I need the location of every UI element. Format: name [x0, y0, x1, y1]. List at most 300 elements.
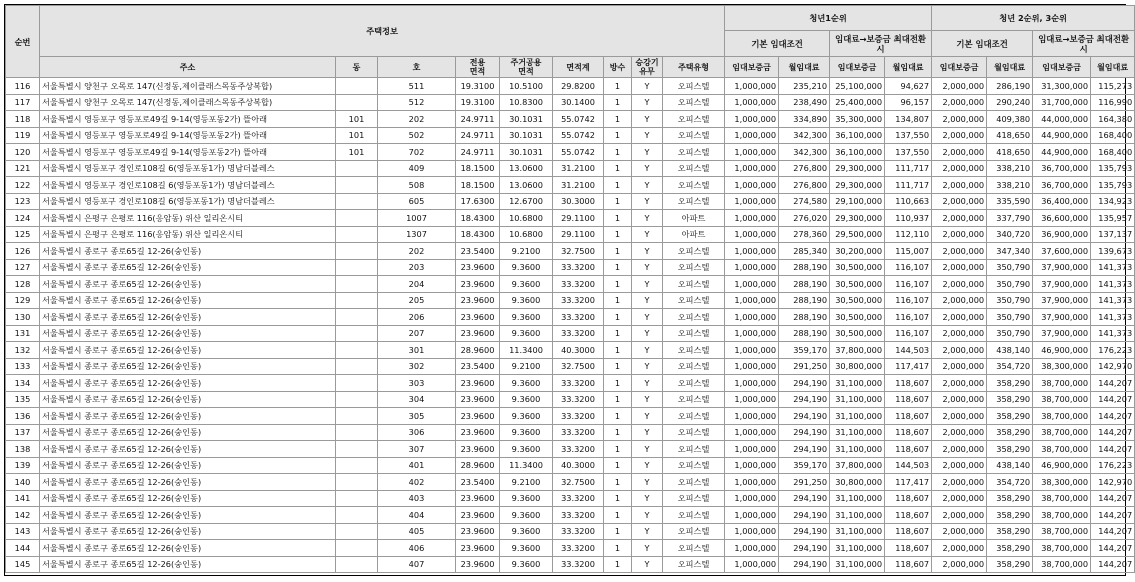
table-cell: 2,000,000	[932, 210, 987, 227]
table-cell	[336, 177, 378, 194]
table-cell: 131	[6, 325, 40, 342]
table-cell: 125	[6, 226, 40, 243]
table-cell: 144	[6, 540, 40, 557]
table-cell: 402	[378, 474, 456, 491]
table-cell: 1,000,000	[725, 523, 779, 540]
col-header: 주소	[40, 57, 336, 78]
table-cell: Y	[632, 457, 663, 474]
table-cell: 294,190	[779, 523, 830, 540]
table-cell: 164,380	[1091, 111, 1135, 128]
table-cell: 142,970	[1091, 474, 1135, 491]
table-cell: 2,000,000	[932, 259, 987, 276]
table-cell: 110,663	[885, 193, 932, 210]
table-cell: 1,000,000	[725, 94, 779, 111]
table-cell: 오피스텔	[663, 127, 725, 144]
table-cell: 29.8200	[553, 78, 604, 95]
table-cell: Y	[632, 309, 663, 326]
table-cell: 1	[604, 210, 632, 227]
table-cell: 274,580	[779, 193, 830, 210]
table-cell: 오피스텔	[663, 523, 725, 540]
table-cell: Y	[632, 490, 663, 507]
table-cell: 1307	[378, 226, 456, 243]
table-cell: 1,000,000	[725, 457, 779, 474]
table-cell: 117	[6, 94, 40, 111]
table-cell: 13.0600	[500, 177, 553, 194]
table-cell: 23.5400	[456, 358, 500, 375]
table-cell: 1	[604, 226, 632, 243]
table-cell: 117,417	[885, 358, 932, 375]
table-cell: 서울특별시 종로구 종로65길 12-26(숭인동)	[40, 309, 336, 326]
table-row	[6, 556, 1135, 573]
table-row	[6, 490, 1135, 507]
table-cell: 350,790	[987, 259, 1033, 276]
table-cell: 143	[6, 523, 40, 540]
table-cell: 1,000,000	[725, 325, 779, 342]
table-cell: Y	[632, 325, 663, 342]
table-cell: 오피스텔	[663, 474, 725, 491]
table-cell: 23.9600	[456, 375, 500, 392]
table-cell: 2,000,000	[932, 292, 987, 309]
table-cell: 116,107	[885, 292, 932, 309]
table-cell: 서울특별시 영등포구 경인로108길 6(영등포동1가) 명남더블레스	[40, 193, 336, 210]
housing-table	[5, 5, 1135, 573]
table-cell: 176,223	[1091, 342, 1135, 359]
table-cell: 33.3200	[553, 391, 604, 408]
table-cell: 127	[6, 259, 40, 276]
table-cell: 서울특별시 종로구 종로65길 12-26(숭인동)	[40, 507, 336, 524]
table-cell: 29,500,000	[830, 226, 885, 243]
table-cell: 141,373	[1091, 259, 1135, 276]
table-cell: 1	[604, 177, 632, 194]
youth1-header: 청년1순위	[725, 6, 932, 31]
table-cell: 294,190	[779, 391, 830, 408]
table-cell: 28.9600	[456, 342, 500, 359]
table-cell: 30,500,000	[830, 259, 885, 276]
table-cell: 오피스텔	[663, 111, 725, 128]
youth23-conversion: 임대료→보증금 최대전환시	[1033, 31, 1135, 57]
col-header-deposit: 임대보증금	[830, 57, 885, 78]
table-cell: 23.9600	[456, 408, 500, 425]
table-cell: 122	[6, 177, 40, 194]
table-cell: 1,000,000	[725, 144, 779, 161]
table-cell: 1,000,000	[725, 441, 779, 458]
table-cell: 36,100,000	[830, 127, 885, 144]
table-cell: 405	[378, 523, 456, 540]
table-cell: Y	[632, 193, 663, 210]
table-cell: 137,137	[1091, 226, 1135, 243]
table-cell: 168,400	[1091, 127, 1135, 144]
table-cell: 55.0742	[553, 111, 604, 128]
table-cell: 37,900,000	[1033, 259, 1091, 276]
table-cell: 44,900,000	[1033, 127, 1091, 144]
table-cell: 438,140	[987, 342, 1033, 359]
table-cell	[336, 375, 378, 392]
table-cell: 142	[6, 507, 40, 524]
table-cell: 294,190	[779, 507, 830, 524]
table-cell: 2,000,000	[932, 160, 987, 177]
table-cell: 30.1031	[500, 127, 553, 144]
table-cell: 123	[6, 193, 40, 210]
table-cell: 1	[604, 325, 632, 342]
table-cell: 23.9600	[456, 441, 500, 458]
table-cell: 23.9600	[456, 556, 500, 573]
table-cell: 29,100,000	[830, 193, 885, 210]
table-cell: 31,100,000	[830, 424, 885, 441]
table-row	[6, 111, 1135, 128]
table-cell: 31.2100	[553, 177, 604, 194]
table-cell: 278,360	[779, 226, 830, 243]
table-cell: 9.2100	[500, 243, 553, 260]
table-frame	[4, 4, 1133, 576]
table-cell: 403	[378, 490, 456, 507]
table-cell	[336, 325, 378, 342]
table-cell: 1	[604, 243, 632, 260]
table-cell: Y	[632, 160, 663, 177]
table-cell: 18.1500	[456, 177, 500, 194]
table-cell: 33.3200	[553, 292, 604, 309]
table-cell: 9.3600	[500, 540, 553, 557]
table-row	[6, 457, 1135, 474]
table-cell: Y	[632, 424, 663, 441]
table-cell: 31,300,000	[1033, 78, 1091, 95]
table-cell: 1,000,000	[725, 177, 779, 194]
table-cell: 18.4300	[456, 210, 500, 227]
table-cell: 23.9600	[456, 325, 500, 342]
table-cell: 24.9711	[456, 144, 500, 161]
table-cell: 291,250	[779, 358, 830, 375]
table-cell: 46,900,000	[1033, 342, 1091, 359]
table-cell: 132	[6, 342, 40, 359]
table-cell: 2,000,000	[932, 127, 987, 144]
table-cell: 30,800,000	[830, 474, 885, 491]
table-cell: 118,607	[885, 424, 932, 441]
table-cell: 305	[378, 408, 456, 425]
table-row	[6, 177, 1135, 194]
table-cell: 1	[604, 309, 632, 326]
table-cell: 2,000,000	[932, 144, 987, 161]
table-cell: 358,290	[987, 391, 1033, 408]
table-cell: 31,100,000	[830, 540, 885, 557]
table-cell: 30,800,000	[830, 358, 885, 375]
table-row	[6, 144, 1135, 161]
table-cell	[336, 358, 378, 375]
table-cell: 37,600,000	[1033, 243, 1091, 260]
table-cell: 1,000,000	[725, 342, 779, 359]
table-cell: 116,107	[885, 259, 932, 276]
table-cell: 1	[604, 391, 632, 408]
table-cell: 342,300	[779, 144, 830, 161]
table-cell: 508	[378, 177, 456, 194]
table-cell: 512	[378, 94, 456, 111]
table-cell: 서울특별시 종로구 종로65길 12-26(숭인동)	[40, 490, 336, 507]
table-cell: 135,793	[1091, 177, 1135, 194]
table-cell: 36,900,000	[1033, 226, 1091, 243]
table-cell: 31.2100	[553, 160, 604, 177]
table-cell: 168,400	[1091, 144, 1135, 161]
table-cell	[336, 276, 378, 293]
table-cell: 115,007	[885, 243, 932, 260]
table-cell: 31,100,000	[830, 507, 885, 524]
table-cell: 118,607	[885, 523, 932, 540]
table-cell: 118,607	[885, 490, 932, 507]
table-header	[6, 6, 1135, 78]
table-cell: 141,373	[1091, 276, 1135, 293]
table-cell: 112,110	[885, 226, 932, 243]
table-cell: 서울특별시 영등포구 경인로108길 6(영등포동1가) 명남더블레스	[40, 160, 336, 177]
table-cell: 1	[604, 408, 632, 425]
table-cell: 1	[604, 144, 632, 161]
table-row	[6, 325, 1135, 342]
table-cell	[336, 441, 378, 458]
table-cell	[336, 457, 378, 474]
table-cell: 31,100,000	[830, 391, 885, 408]
table-cell: 2,000,000	[932, 474, 987, 491]
table-cell: 아파트	[663, 210, 725, 227]
table-cell: 1	[604, 342, 632, 359]
table-cell: 135	[6, 391, 40, 408]
table-cell	[336, 226, 378, 243]
table-cell: 115,273	[1091, 78, 1135, 95]
table-cell: 1,000,000	[725, 259, 779, 276]
table-cell: 38,300,000	[1033, 474, 1091, 491]
table-row	[6, 507, 1135, 524]
table-cell: 145	[6, 556, 40, 573]
table-cell: Y	[632, 375, 663, 392]
col-header-rent: 월임대료	[987, 57, 1033, 78]
table-cell: 144,207	[1091, 441, 1135, 458]
table-cell: 9.3600	[500, 507, 553, 524]
table-cell: 9.3600	[500, 292, 553, 309]
table-cell: 33.3200	[553, 259, 604, 276]
col-header: 승강기 유무	[632, 57, 663, 78]
table-cell: 129	[6, 292, 40, 309]
table-cell: 서울특별시 종로구 종로65길 12-26(숭인동)	[40, 474, 336, 491]
col-header-rent: 월임대료	[1091, 57, 1135, 78]
table-cell: 1,000,000	[725, 309, 779, 326]
table-cell: Y	[632, 342, 663, 359]
table-cell: 2,000,000	[932, 523, 987, 540]
table-cell: Y	[632, 540, 663, 557]
table-cell: 335,590	[987, 193, 1033, 210]
table-cell	[336, 309, 378, 326]
table-cell: 138	[6, 441, 40, 458]
table-cell: 33.3200	[553, 309, 604, 326]
table-cell: 오피스텔	[663, 78, 725, 95]
table-cell: 서울특별시 영등포구 영등포로49길 9-14(영등포동2가) 뜰아래	[40, 111, 336, 128]
table-cell: 141,373	[1091, 325, 1135, 342]
table-cell: 350,790	[987, 276, 1033, 293]
table-cell: 702	[378, 144, 456, 161]
table-cell: 38,700,000	[1033, 523, 1091, 540]
table-cell: 1,000,000	[725, 490, 779, 507]
table-cell: 176,223	[1091, 457, 1135, 474]
table-cell: 오피스텔	[663, 177, 725, 194]
table-cell: 9.3600	[500, 424, 553, 441]
table-cell: 18.1500	[456, 160, 500, 177]
table-cell	[336, 391, 378, 408]
table-cell: 13.0600	[500, 160, 553, 177]
youth1-conversion: 임대료→보증금 최대전환시	[830, 31, 932, 57]
table-cell: 11.3400	[500, 457, 553, 474]
table-row	[6, 226, 1135, 243]
table-row	[6, 193, 1135, 210]
table-cell: 33.3200	[553, 276, 604, 293]
table-cell: 서울특별시 종로구 종로65길 12-26(숭인동)	[40, 424, 336, 441]
table-cell: Y	[632, 144, 663, 161]
table-cell: 서울특별시 종로구 종로65길 12-26(숭인동)	[40, 540, 336, 557]
table-cell: 24.9711	[456, 111, 500, 128]
table-cell: 1	[604, 292, 632, 309]
table-cell: 38,700,000	[1033, 540, 1091, 557]
table-cell: Y	[632, 292, 663, 309]
table-cell: 276,020	[779, 210, 830, 227]
table-cell: 118,607	[885, 375, 932, 392]
table-cell: 37,800,000	[830, 457, 885, 474]
table-cell: 144,207	[1091, 408, 1135, 425]
table-cell: 120	[6, 144, 40, 161]
table-cell: 117,417	[885, 474, 932, 491]
table-cell: 30.1031	[500, 111, 553, 128]
col-header-deposit: 임대보증금	[725, 57, 779, 78]
table-cell: 1,000,000	[725, 160, 779, 177]
table-cell: 44,900,000	[1033, 144, 1091, 161]
table-cell: 144,207	[1091, 523, 1135, 540]
table-cell: 338,210	[987, 177, 1033, 194]
table-cell: 2,000,000	[932, 342, 987, 359]
table-cell: 354,720	[987, 358, 1033, 375]
table-cell: 340,720	[987, 226, 1033, 243]
table-cell: 118,607	[885, 408, 932, 425]
table-cell: 55.0742	[553, 144, 604, 161]
table-cell: 31,100,000	[830, 408, 885, 425]
table-cell: 141,373	[1091, 292, 1135, 309]
table-cell: 9.3600	[500, 556, 553, 573]
col-header: 주거공용 면적	[500, 57, 553, 78]
table-row	[6, 424, 1135, 441]
table-cell: 350,790	[987, 309, 1033, 326]
table-cell: Y	[632, 276, 663, 293]
table-cell: 111,717	[885, 177, 932, 194]
table-cell: 23.9600	[456, 523, 500, 540]
table-cell: 서울특별시 종로구 종로65길 12-26(숭인동)	[40, 243, 336, 260]
table-cell: 144,207	[1091, 490, 1135, 507]
table-cell: 1	[604, 78, 632, 95]
table-cell: 202	[378, 243, 456, 260]
table-cell: 1,000,000	[725, 78, 779, 95]
table-cell: 407	[378, 556, 456, 573]
table-cell: 94,627	[885, 78, 932, 95]
table-cell: 23.9600	[456, 391, 500, 408]
table-cell: 31,700,000	[1033, 94, 1091, 111]
table-cell: 1	[604, 556, 632, 573]
table-cell: 오피스텔	[663, 94, 725, 111]
table-cell: 144,207	[1091, 540, 1135, 557]
table-cell: 1,000,000	[725, 210, 779, 227]
table-row	[6, 160, 1135, 177]
housing-info-header: 주택정보	[40, 6, 725, 57]
table-cell: 46,900,000	[1033, 457, 1091, 474]
table-cell: 30.1031	[500, 144, 553, 161]
table-cell: 358,290	[987, 441, 1033, 458]
table-cell: 136	[6, 408, 40, 425]
table-cell: 1	[604, 474, 632, 491]
table-cell: 137,550	[885, 144, 932, 161]
table-cell: 23.9600	[456, 259, 500, 276]
table-cell: 304	[378, 391, 456, 408]
table-cell: 30.1400	[553, 94, 604, 111]
table-row	[6, 375, 1135, 392]
col-no: 순번	[6, 6, 40, 78]
col-header: 방수	[604, 57, 632, 78]
table-cell: 오피스텔	[663, 276, 725, 293]
table-cell: 1	[604, 457, 632, 474]
table-cell: 294,190	[779, 424, 830, 441]
table-cell: 238,490	[779, 94, 830, 111]
table-cell: 141,373	[1091, 309, 1135, 326]
table-cell: 1,000,000	[725, 474, 779, 491]
table-cell: Y	[632, 507, 663, 524]
table-cell: 36,400,000	[1033, 193, 1091, 210]
table-cell: Y	[632, 523, 663, 540]
table-cell: 17.6300	[456, 193, 500, 210]
table-cell	[336, 342, 378, 359]
table-cell: 1,000,000	[725, 226, 779, 243]
youth23-basic: 기본 임대조건	[932, 31, 1033, 57]
table-cell: Y	[632, 94, 663, 111]
table-cell: 오피스텔	[663, 193, 725, 210]
table-cell: 31,100,000	[830, 441, 885, 458]
table-cell: 1	[604, 358, 632, 375]
table-cell: 203	[378, 259, 456, 276]
table-cell: 1	[604, 507, 632, 524]
table-cell: 23.5400	[456, 474, 500, 491]
table-cell: 32.7500	[553, 243, 604, 260]
table-cell: 18.4300	[456, 226, 500, 243]
table-cell: 2,000,000	[932, 358, 987, 375]
table-row	[6, 292, 1135, 309]
table-cell: 29.1100	[553, 226, 604, 243]
table-cell: 118,607	[885, 556, 932, 573]
table-cell: 118	[6, 111, 40, 128]
table-cell: 29.1100	[553, 210, 604, 227]
table-cell: 137	[6, 424, 40, 441]
table-cell: 605	[378, 193, 456, 210]
table-cell: 134,923	[1091, 193, 1135, 210]
table-cell: 36,700,000	[1033, 177, 1091, 194]
table-cell: 276,800	[779, 177, 830, 194]
table-cell: 29,300,000	[830, 160, 885, 177]
table-cell: 288,190	[779, 309, 830, 326]
table-cell: 301	[378, 342, 456, 359]
table-cell: 121	[6, 160, 40, 177]
table-cell: 144,207	[1091, 424, 1135, 441]
table-cell: 1	[604, 441, 632, 458]
table-cell: 서울특별시 종로구 종로65길 12-26(숭인동)	[40, 276, 336, 293]
table-cell: 1	[604, 193, 632, 210]
table-cell: 303	[378, 375, 456, 392]
table-cell: Y	[632, 556, 663, 573]
youth1-basic: 기본 임대조건	[725, 31, 830, 57]
table-cell: Y	[632, 210, 663, 227]
table-cell: 10.6800	[500, 210, 553, 227]
table-cell: 2,000,000	[932, 309, 987, 326]
table-cell: 116,107	[885, 325, 932, 342]
table-cell: 오피스텔	[663, 292, 725, 309]
table-cell: 오피스텔	[663, 490, 725, 507]
table-cell: 205	[378, 292, 456, 309]
table-cell: 23.9600	[456, 276, 500, 293]
table-cell: 2,000,000	[932, 276, 987, 293]
